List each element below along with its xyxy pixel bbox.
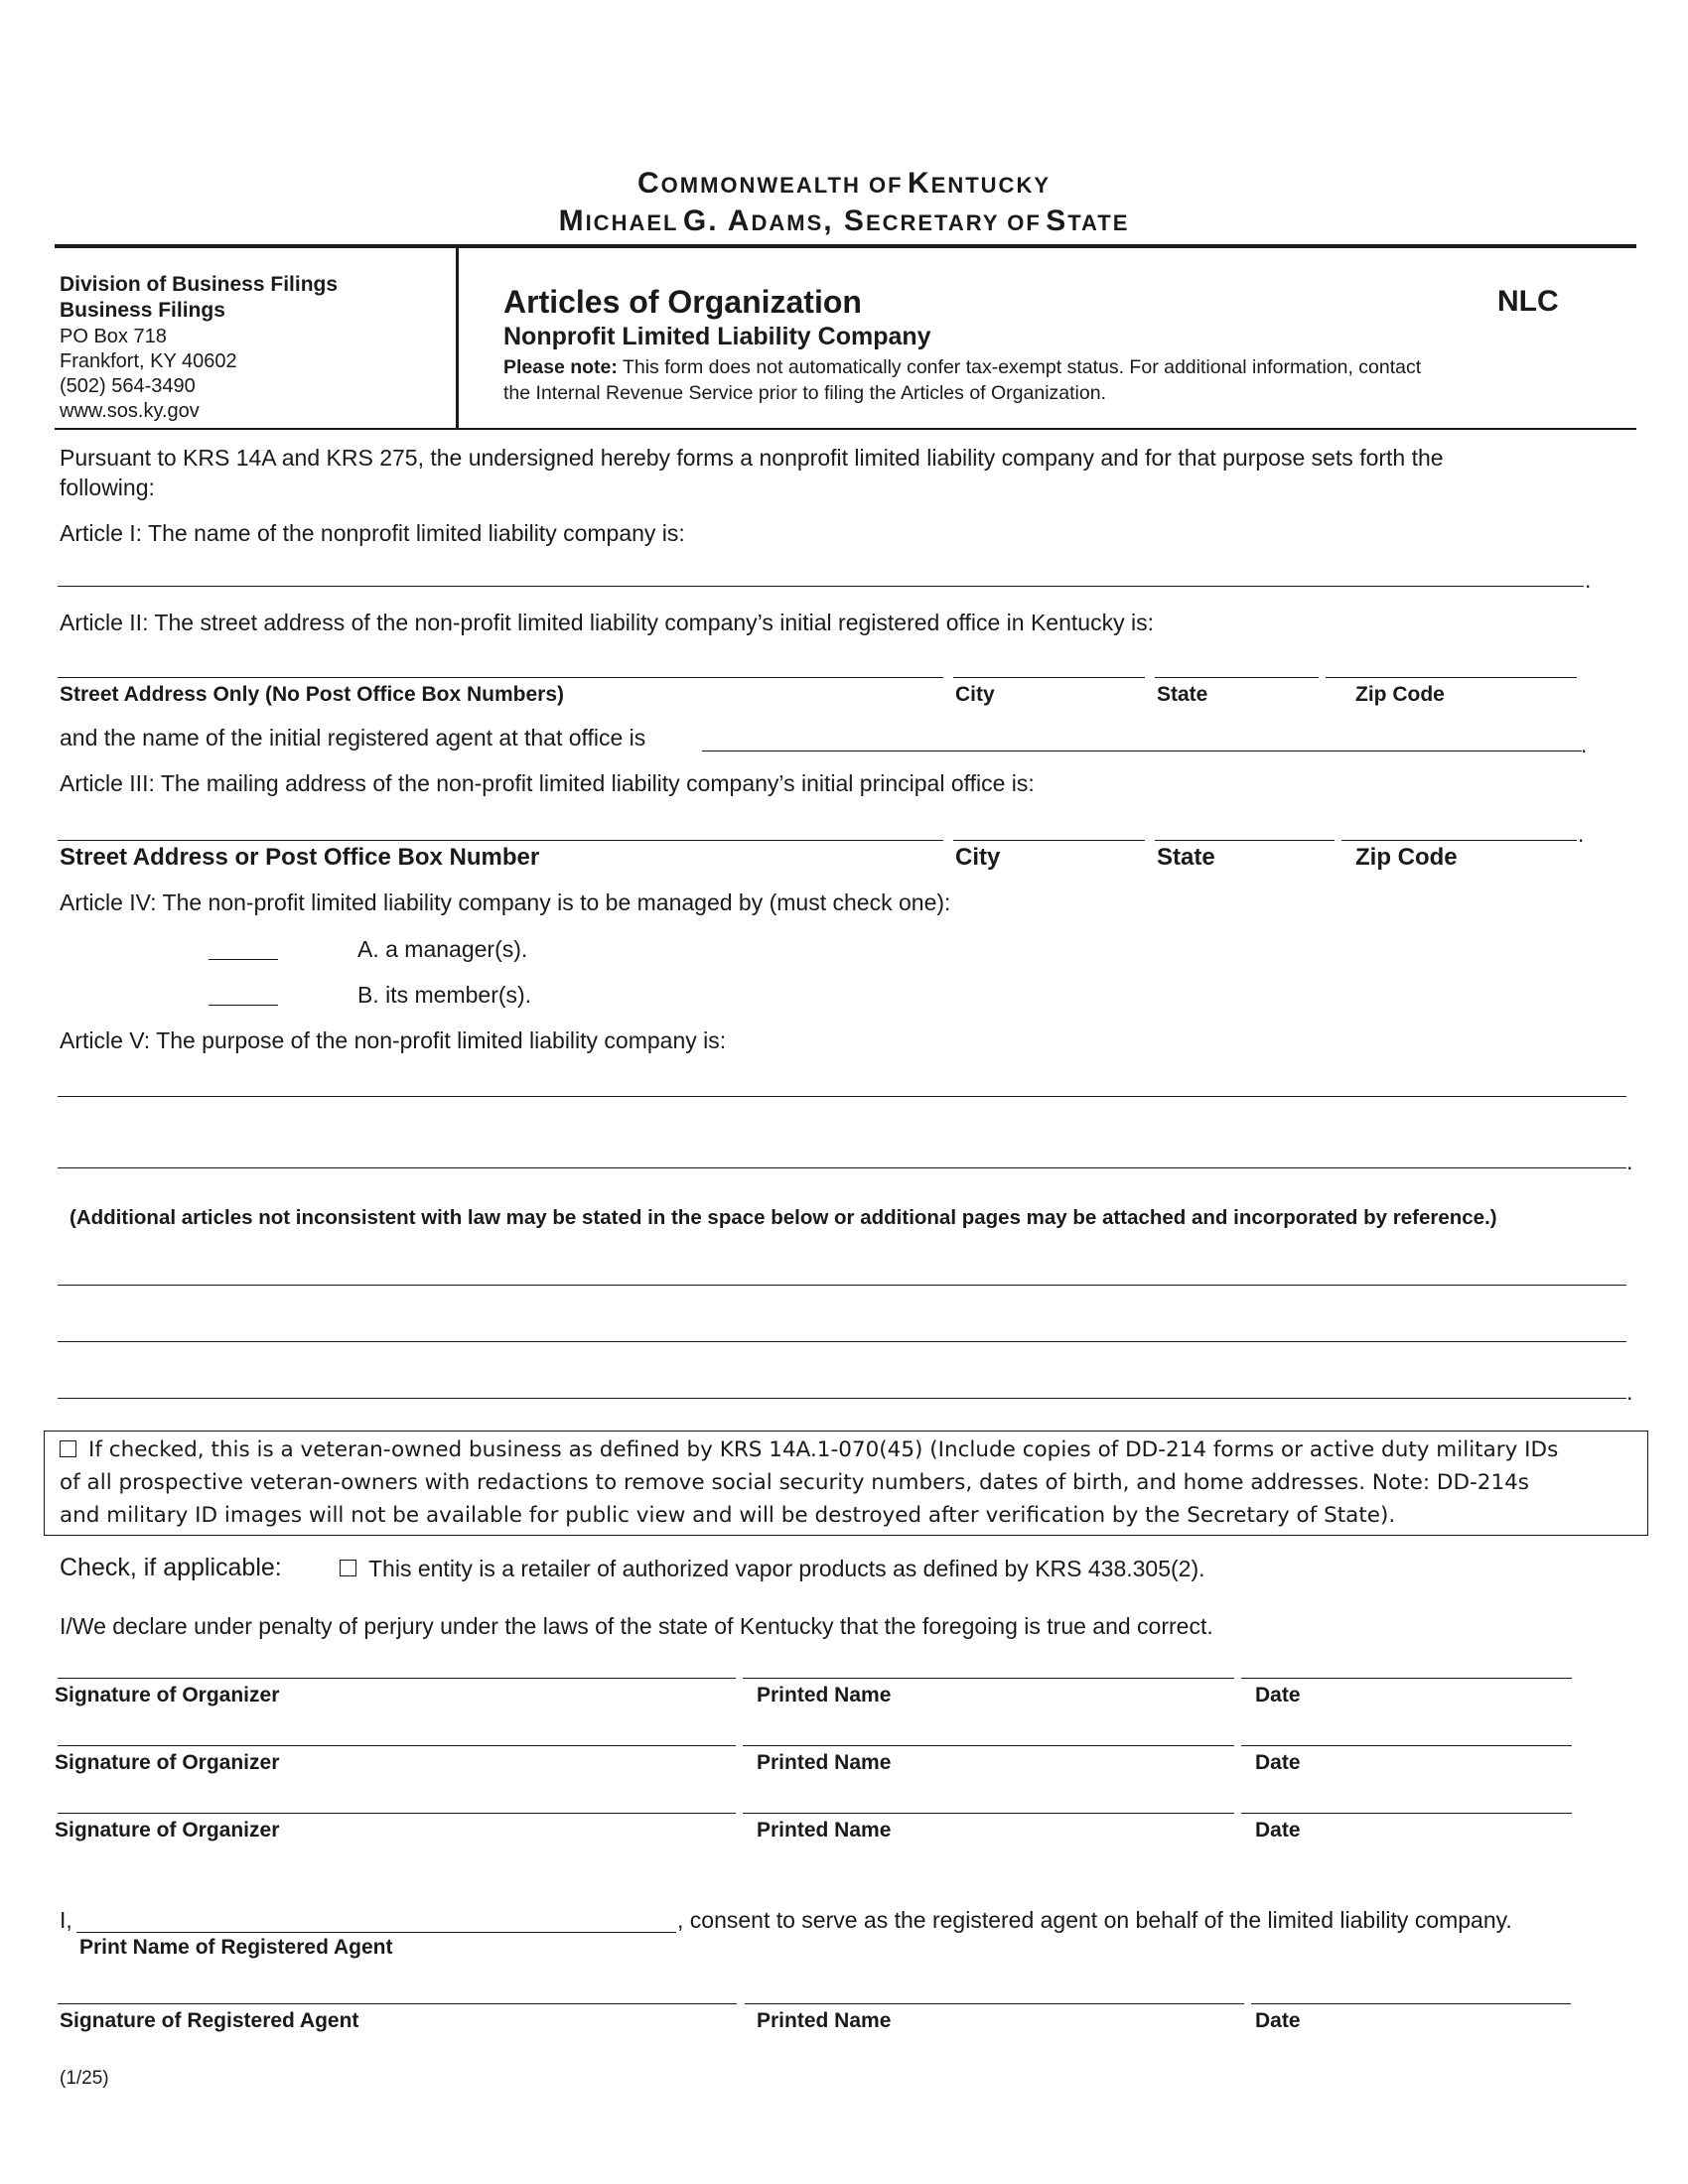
agent-consent: , consent to serve as the registered agent on behalf of the limited liability company. <box>677 1907 1512 1933</box>
contact-po: PO Box 718 <box>60 326 167 347</box>
art2-zip-line[interactable] <box>1326 677 1577 678</box>
organizer-signature-line-1[interactable] <box>58 1678 736 1679</box>
art2-zip-label: Zip Code <box>1355 683 1445 706</box>
art3-zip-line[interactable] <box>1341 840 1577 841</box>
header-divider <box>456 248 459 429</box>
art2-city-line[interactable] <box>953 677 1145 678</box>
art3-state-label: State <box>1157 844 1215 871</box>
form-note-line-2-clip <box>503 381 1596 403</box>
period: . <box>1626 1149 1633 1174</box>
printed-name-label: Printed Name <box>757 1751 892 1774</box>
period: . <box>1585 567 1592 593</box>
art2-state-line[interactable] <box>1155 677 1319 678</box>
note-label: Please note: <box>503 356 618 378</box>
period: . <box>1578 821 1585 847</box>
vapor-line: This entity is a retailer of authorized vapor products as defined by KRS 438.305(2). <box>340 1555 1205 1582</box>
agent-printed-name-line[interactable] <box>745 2003 1244 2004</box>
agent-date-line[interactable] <box>1251 2003 1571 2004</box>
option-b: B. its member(s). <box>357 982 532 1008</box>
header-line-1: COMMONWEALTH OF KENTUCKY <box>636 167 1052 200</box>
contact-division: Division of Business Filings <box>60 273 339 296</box>
art3-city-label: City <box>955 844 1001 871</box>
form-code: NLC <box>1497 285 1559 318</box>
art2-state-label: State <box>1157 683 1208 706</box>
contact-web: www.sos.ky.gov <box>60 400 200 422</box>
art3-street-label: Street Address or Post Office Box Number <box>60 844 540 871</box>
additional-line-1[interactable] <box>58 1285 1626 1286</box>
art3-street-line[interactable] <box>58 840 943 841</box>
article-1-name-line[interactable] <box>58 586 1584 587</box>
organizer-signature-label: Signature of Organizer <box>55 1751 280 1774</box>
printed-name-line-2[interactable] <box>743 1745 1234 1746</box>
period: . <box>1626 1379 1633 1405</box>
art3-city-line[interactable] <box>953 840 1145 841</box>
date-line-3[interactable] <box>1241 1813 1572 1814</box>
article-2: Article II: The street address of the non-profit limited liability company’s initial registered office in Kentucky is: <box>60 610 1154 635</box>
veteran-line-3: and military ID images will not be available for public view and will be destroyed after verification by the Secretary of State). <box>60 1503 1396 1528</box>
check-if-applicable: Check, if applicable: <box>60 1554 282 1581</box>
additional-line-3[interactable] <box>58 1398 1626 1399</box>
header-rule <box>55 244 1636 248</box>
note-line-1: This form does not automatically confer tax-exempt status. For additional information, contact <box>622 356 1422 378</box>
art2-city-label: City <box>955 683 995 706</box>
form-note-line-2: the Internal Revenue Service prior to filing the Articles of Organization. <box>503 382 1106 403</box>
intro-line-2: following: <box>60 475 155 500</box>
printed-name-line-1[interactable] <box>743 1678 1234 1679</box>
contact-business: Business Filings <box>60 299 225 322</box>
veteran-line-1: If checked, this is a veteran-owned business as defined by KRS 14A.1-070(45) (Include copies of DD-214 forms or active duty military IDs <box>60 1435 1558 1465</box>
organizer-signature-label: Signature of Organizer <box>55 1819 280 1842</box>
header-line-2: MICHAEL G. ADAMS, SECRETARY OF STATE <box>558 205 1130 237</box>
art3-state-line[interactable] <box>1155 840 1335 841</box>
date-label: Date <box>1255 1684 1301 1706</box>
header-bottom-rule <box>55 428 1636 430</box>
vapor-checkbox[interactable] <box>340 1560 356 1576</box>
organizer-signature-line-2[interactable] <box>58 1745 736 1746</box>
organizer-signature-line-3[interactable] <box>58 1813 736 1814</box>
art2-street-line[interactable] <box>58 677 943 678</box>
article-3: Article III: The mailing address of the non-profit limited liability company’s initial principal office is: <box>60 770 1035 796</box>
article-5: Article V: The purpose of the non-profit limited liability company is: <box>60 1027 727 1053</box>
form-note <box>503 355 1421 379</box>
art3-zip-label: Zip Code <box>1355 844 1458 871</box>
agent-print-name-label: Print Name of Registered Agent <box>79 1936 393 1959</box>
agent-date-label: Date <box>1255 2009 1301 2032</box>
art2-street-label: Street Address Only (No Post Office Box Numbers) <box>60 683 564 706</box>
article-1: Article I: The name of the nonprofit limited liability company is: <box>60 520 685 546</box>
agent-signature-label: Signature of Registered Agent <box>60 2009 359 2032</box>
additional-articles-note: (Additional articles not inconsistent with law may be stated in the space below or additional pages may be attached and incorporated by reference.) <box>70 1206 1497 1229</box>
veteran-line-2: of all prospective veteran-owners with redactions to remove social security numbers, dates of birth, and home addresses. Note: DD-214s <box>60 1470 1530 1495</box>
printed-name-label: Printed Name <box>757 1819 892 1842</box>
agent-print-name-line[interactable] <box>76 1932 676 1933</box>
agent-signature-line[interactable] <box>58 2003 737 2004</box>
date-label: Date <box>1255 1819 1301 1842</box>
revision-date: (1/25) <box>60 2068 109 2089</box>
agent-printed-name-label: Printed Name <box>757 2009 892 2032</box>
agent-text: and the name of the initial registered agent at that office is <box>60 725 646 751</box>
declaration: I/We declare under penalty of perjury under the laws of the state of Kentucky that the foregoing is true and correct. <box>60 1613 1213 1639</box>
purpose-line-2[interactable] <box>58 1167 1626 1168</box>
option-b-blank[interactable] <box>209 1005 278 1006</box>
printed-name-label: Printed Name <box>757 1684 892 1706</box>
date-line-1[interactable] <box>1241 1678 1572 1679</box>
contact-city: Frankfort, KY 40602 <box>60 350 237 372</box>
agent-i: I, <box>60 1907 72 1933</box>
option-a: A. a manager(s). <box>357 936 528 962</box>
intro-line-1: Pursuant to KRS 14A and KRS 275, the undersigned hereby forms a nonprofit limited liability company and for that purpose sets forth the <box>60 445 1444 471</box>
contact-phone: (502) 564-3490 <box>60 375 196 397</box>
period: . <box>1581 732 1588 757</box>
veteran-checkbox[interactable] <box>60 1440 76 1457</box>
form-subtitle: Nonprofit Limited Liability Company <box>503 323 931 350</box>
article-4: Article IV: The non-profit limited liability company is to be managed by (must check one): <box>60 889 951 915</box>
date-label: Date <box>1255 1751 1301 1774</box>
date-line-2[interactable] <box>1241 1745 1572 1746</box>
form-title: Articles of Organization <box>503 284 862 320</box>
option-a-blank[interactable] <box>209 959 278 960</box>
additional-line-2[interactable] <box>58 1341 1626 1342</box>
purpose-line-1[interactable] <box>58 1096 1626 1097</box>
organizer-signature-label: Signature of Organizer <box>55 1684 280 1706</box>
printed-name-line-3[interactable] <box>743 1813 1234 1814</box>
